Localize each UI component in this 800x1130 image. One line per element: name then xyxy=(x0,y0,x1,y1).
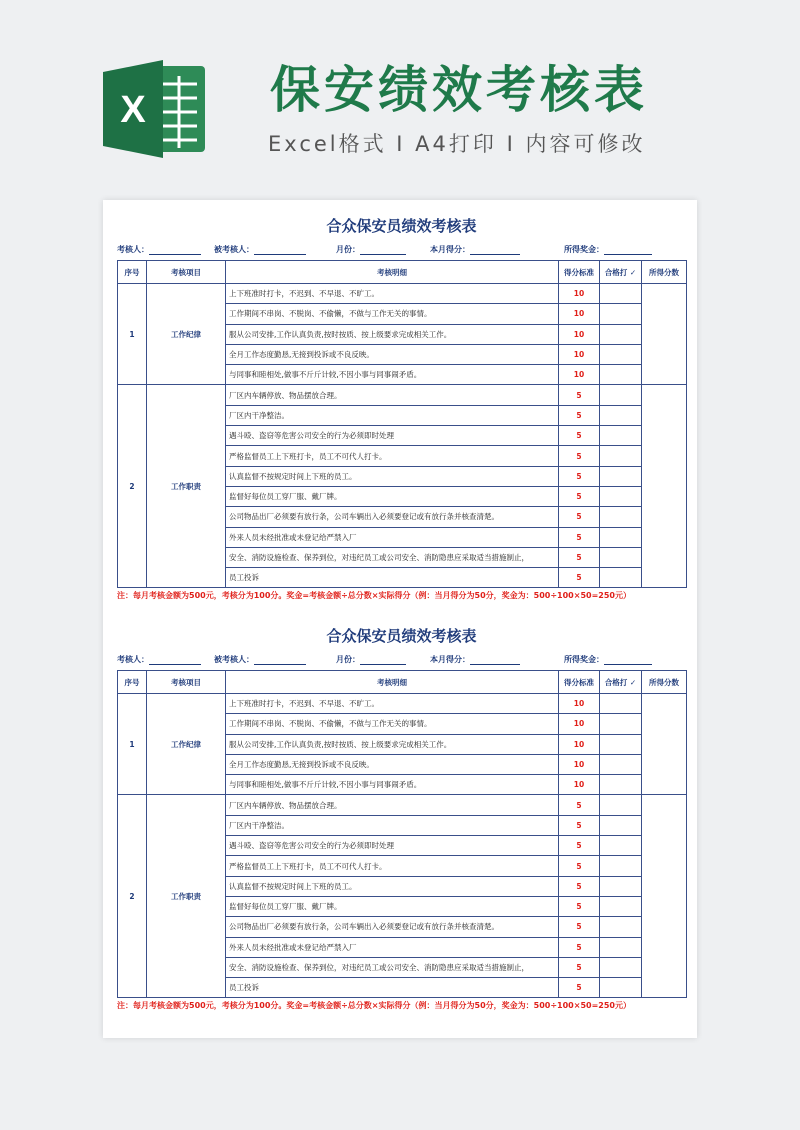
pass-check-cell[interactable] xyxy=(600,507,642,527)
detail-cell: 厂区内车辆停放、物品摆放合理。 xyxy=(226,385,559,405)
col-header-std: 得分标准 xyxy=(559,671,600,694)
detail-cell: 上下班准时打卡，不迟到、不早退、不旷工。 xyxy=(226,284,559,304)
bonus-field[interactable]: 所得奖金： xyxy=(564,244,652,255)
pass-check-cell[interactable] xyxy=(600,856,642,876)
pass-check-cell[interactable] xyxy=(600,754,642,774)
examiner-field[interactable]: 考核人： xyxy=(117,654,201,665)
detail-cell: 公司物品出厂必须要有放行条，公司车辆出入必须要登记或有放行条并核查清楚。 xyxy=(226,507,559,527)
detail-cell: 外来人员未经批准或未登记给严禁入厂 xyxy=(226,527,559,547)
pass-check-cell[interactable] xyxy=(600,365,642,385)
evaluation-sheet xyxy=(117,622,686,1014)
pass-check-cell[interactable] xyxy=(600,405,642,425)
detail-cell: 工作期间不串岗、不脱岗、不偷懒，不做与工作无关的事情。 xyxy=(226,714,559,734)
pass-check-cell[interactable] xyxy=(600,426,642,446)
std-score-cell: 5 xyxy=(559,405,600,425)
page-title: 保安绩效考核表 xyxy=(270,61,648,119)
std-score-cell: 5 xyxy=(559,795,600,815)
std-score-cell: 5 xyxy=(559,466,600,486)
col-header-item: 考核项目 xyxy=(147,671,226,694)
detail-cell: 与同事和睦相处,做事不斤斤计较,不因小事与同事闹矛盾。 xyxy=(226,365,559,385)
pass-check-cell[interactable] xyxy=(600,775,642,795)
std-score-cell: 5 xyxy=(559,385,600,405)
group-number: 1 xyxy=(118,694,147,795)
std-score-cell: 5 xyxy=(559,937,600,957)
detail-cell: 外来人员未经批准或未登记给严禁入厂 xyxy=(226,937,559,957)
std-score-cell: 10 xyxy=(559,304,600,324)
detail-cell: 认真监督不按规定时间上下班的员工。 xyxy=(226,876,559,896)
pass-check-cell[interactable] xyxy=(600,466,642,486)
pass-check-cell[interactable] xyxy=(600,795,642,815)
pass-check-cell[interactable] xyxy=(600,694,642,714)
std-score-cell: 5 xyxy=(559,815,600,835)
std-score-cell: 10 xyxy=(559,344,600,364)
col-header-no: 序号 xyxy=(118,261,147,284)
bonus-field[interactable]: 所得奖金： xyxy=(564,654,652,665)
table-row xyxy=(118,694,687,714)
pass-check-cell[interactable] xyxy=(600,527,642,547)
detail-cell: 安全、消防设施检查、保养到位，对违纪员工或公司安全、消防隐患应采取适当措施制止， xyxy=(226,957,559,977)
pass-check-cell[interactable] xyxy=(600,446,642,466)
col-header-no: 序号 xyxy=(118,671,147,694)
examinee-field[interactable]: 被考核人： xyxy=(214,244,306,255)
pass-check-cell[interactable] xyxy=(600,568,642,588)
pass-check-cell[interactable] xyxy=(600,836,642,856)
examiner-field[interactable]: 考核人： xyxy=(117,244,201,255)
std-score-cell: 5 xyxy=(559,527,600,547)
evaluation-table xyxy=(117,260,687,588)
table-row xyxy=(118,284,687,304)
std-score-cell: 5 xyxy=(559,446,600,466)
col-header-pass: 合格打 ✓ xyxy=(600,671,642,694)
std-score-cell: 5 xyxy=(559,917,600,937)
std-score-cell: 5 xyxy=(559,978,600,998)
pass-check-cell[interactable] xyxy=(600,284,642,304)
detail-cell: 遇斗殴、盗窃等危害公司安全的行为必须即时处理 xyxy=(226,836,559,856)
header-fields xyxy=(117,240,686,260)
detail-cell: 员工投诉 xyxy=(226,978,559,998)
col-header-detail: 考核明细 xyxy=(226,671,559,694)
detail-cell: 安全、消防设施检查、保养到位，对违纪员工或公司安全、消防隐患应采取适当措施制止， xyxy=(226,547,559,567)
std-score-cell: 5 xyxy=(559,876,600,896)
pass-check-cell[interactable] xyxy=(600,957,642,977)
header-banner xyxy=(0,0,800,190)
evaluation-table xyxy=(117,670,687,998)
month-field[interactable]: 月份： xyxy=(336,244,406,255)
detail-cell: 服从公司安排,工作认真负责,按时按质、按上级要求完成相关工作。 xyxy=(226,734,559,754)
detail-cell: 监督好每位员工穿厂服、戴厂牌。 xyxy=(226,896,559,916)
std-score-cell: 10 xyxy=(559,714,600,734)
detail-cell: 公司物品出厂必须要有放行条，公司车辆出入必须要登记或有放行条并核查清楚。 xyxy=(226,917,559,937)
group-item: 工作纪律 xyxy=(147,694,226,795)
table-header-row xyxy=(118,261,687,284)
detail-cell: 与同事和睦相处,做事不斤斤计较,不因小事与同事闹矛盾。 xyxy=(226,775,559,795)
std-score-cell: 10 xyxy=(559,284,600,304)
obtained-score-cell[interactable] xyxy=(642,385,687,588)
col-header-score: 所得分数 xyxy=(642,261,687,284)
page-subtitle: Excel格式 I A4打印 I 内容可修改 xyxy=(268,132,646,156)
pass-check-cell[interactable] xyxy=(600,385,642,405)
table-row xyxy=(118,385,687,405)
detail-cell: 服从公司安排,工作认真负责,按时按质、按上级要求完成相关工作。 xyxy=(226,324,559,344)
std-score-cell: 10 xyxy=(559,775,600,795)
detail-cell: 监督好每位员工穿厂服、戴厂牌。 xyxy=(226,486,559,506)
detail-cell: 全月工作态度勤恳,无接到投诉或不良反映。 xyxy=(226,344,559,364)
col-header-pass: 合格打 ✓ xyxy=(600,261,642,284)
std-score-cell: 5 xyxy=(559,507,600,527)
std-score-cell: 5 xyxy=(559,856,600,876)
obtained-score-cell[interactable] xyxy=(642,795,687,998)
sheet-title: 合众保安员绩效考核表 xyxy=(326,627,477,645)
group-item: 工作纪律 xyxy=(147,284,226,385)
std-score-cell: 10 xyxy=(559,754,600,774)
std-score-cell: 5 xyxy=(559,896,600,916)
std-score-cell: 10 xyxy=(559,734,600,754)
detail-cell: 厂区内干净整洁。 xyxy=(226,815,559,835)
month-score-field[interactable]: 本月得分： xyxy=(430,654,520,665)
pass-check-cell[interactable] xyxy=(600,937,642,957)
std-score-cell: 10 xyxy=(559,365,600,385)
col-header-item: 考核项目 xyxy=(147,261,226,284)
sheet-title: 合众保安员绩效考核表 xyxy=(326,217,477,235)
std-score-cell: 5 xyxy=(559,547,600,567)
group-item: 工作职责 xyxy=(147,385,226,588)
table-header-row xyxy=(118,671,687,694)
detail-cell: 员工投诉 xyxy=(226,568,559,588)
std-score-cell: 10 xyxy=(559,324,600,344)
pass-check-cell[interactable] xyxy=(600,896,642,916)
std-score-cell: 5 xyxy=(559,426,600,446)
detail-cell: 遇斗殴、盗窃等危害公司安全的行为必须即时处理 xyxy=(226,426,559,446)
detail-cell: 全月工作态度勤恳,无接到投诉或不良反映。 xyxy=(226,754,559,774)
group-number: 1 xyxy=(118,284,147,385)
pass-check-cell[interactable] xyxy=(600,344,642,364)
examinee-field[interactable]: 被考核人： xyxy=(214,654,306,665)
obtained-score-cell[interactable] xyxy=(642,284,687,385)
pass-check-cell[interactable] xyxy=(600,714,642,734)
pass-check-cell[interactable] xyxy=(600,486,642,506)
pass-check-cell[interactable] xyxy=(600,547,642,567)
std-score-cell: 10 xyxy=(559,694,600,714)
obtained-score-cell[interactable] xyxy=(642,694,687,795)
col-header-std: 得分标准 xyxy=(559,261,600,284)
std-score-cell: 5 xyxy=(559,568,600,588)
excel-icon xyxy=(103,60,207,158)
month-field[interactable]: 月份： xyxy=(336,654,406,665)
std-score-cell: 5 xyxy=(559,957,600,977)
col-header-detail: 考核明细 xyxy=(226,261,559,284)
pass-check-cell[interactable] xyxy=(600,815,642,835)
footnote: 注：每月考核金额为500元，考核分为100分。奖金=考核金额÷总分数×实际得分（例：当月得分为50分，奖金为：500÷100×50=250元） xyxy=(117,591,631,601)
detail-cell: 认真监督不按规定时间上下班的员工。 xyxy=(226,466,559,486)
detail-cell: 厂区内干净整洁。 xyxy=(226,405,559,425)
pass-check-cell[interactable] xyxy=(600,917,642,937)
detail-cell: 严格监督员工上下班打卡，员工不可代人打卡。 xyxy=(226,446,559,466)
std-score-cell: 5 xyxy=(559,836,600,856)
detail-cell: 厂区内车辆停放、物品摆放合理。 xyxy=(226,795,559,815)
document-paper xyxy=(103,200,697,1038)
detail-cell: 工作期间不串岗、不脱岗、不偷懒，不做与工作无关的事情。 xyxy=(226,304,559,324)
group-item: 工作职责 xyxy=(147,795,226,998)
pass-check-cell[interactable] xyxy=(600,876,642,896)
pass-check-cell[interactable] xyxy=(600,324,642,344)
month-score-field[interactable]: 本月得分： xyxy=(430,244,520,255)
evaluation-sheet xyxy=(117,212,686,604)
pass-check-cell[interactable] xyxy=(600,978,642,998)
col-header-score: 所得分数 xyxy=(642,671,687,694)
detail-cell: 上下班准时打卡，不迟到、不早退、不旷工。 xyxy=(226,694,559,714)
footnote: 注：每月考核金额为500元，考核分为100分。奖金=考核金额÷总分数×实际得分（例：当月得分为50分，奖金为：500÷100×50=250元） xyxy=(117,1001,631,1011)
pass-check-cell[interactable] xyxy=(600,304,642,324)
group-number: 2 xyxy=(118,795,147,998)
detail-cell: 严格监督员工上下班打卡，员工不可代人打卡。 xyxy=(226,856,559,876)
pass-check-cell[interactable] xyxy=(600,734,642,754)
table-row xyxy=(118,795,687,815)
svg-text:X: X xyxy=(120,89,146,131)
std-score-cell: 5 xyxy=(559,486,600,506)
group-number: 2 xyxy=(118,385,147,588)
header-fields xyxy=(117,650,686,670)
